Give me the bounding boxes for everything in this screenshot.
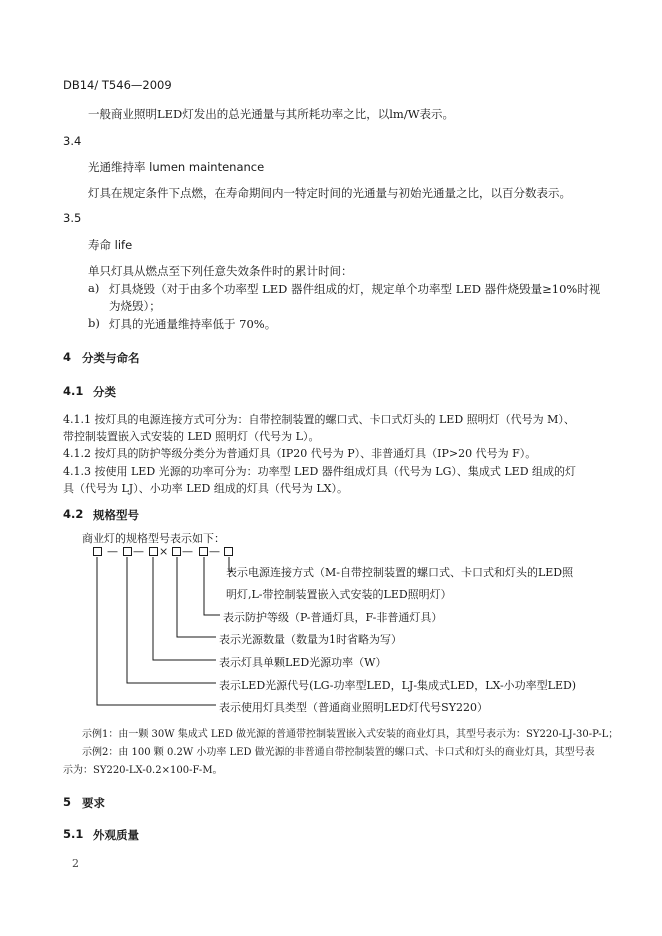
desc-power: 表示灯具单颗LED光源功率（W） [219, 656, 387, 669]
document-code: DB14/ T546—2009 [63, 78, 172, 92]
separator-dash: — [209, 545, 220, 558]
page-number: 2 [72, 857, 79, 870]
clause-4-1-3-line1: 4.1.3 按使用 LED 光源的功率可分为：功率型 LED 器件组成灯具（代号为 LG）、集成式 LED 组成的灯 [63, 465, 577, 478]
list-item-a-line1: 灯具烧毁（对于由多个功率型 LED 器件组成的灯，规定单个功率型 LED 器件烧毁量≥10%时视 [109, 282, 601, 296]
section-5-number: 5 [63, 795, 72, 809]
list-item-b: 灯具的光通量维持率低于 70%。 [109, 317, 277, 331]
example-1: 示例1：由一颗 30W 集成式 LED 做光源的普通带控制装置嵌入式安装的商业灯具，其型号表示为：SY220-LJ-30-P-L； [82, 729, 619, 740]
section-3-5-term: 寿命 life [88, 238, 133, 252]
desc-quantity: 表示光源数量（数量为1时省略为写） [219, 633, 402, 646]
section-4-number: 4 [63, 350, 72, 364]
intro-line: 一般商业照明LED灯发出的总光通量与其所耗功率之比，以lm/W表示。 [88, 107, 455, 121]
example-2-line1: 示例2：由 100 颗 0.2W 小功率 LED 做光源的非普通自带控制装置的螺口式、卡口式和灯头的商业灯具，其型号表 [82, 747, 595, 758]
example-2-line2: 示为：SY220-LX-0.2×100-F-M。 [63, 765, 223, 776]
section-4-2-number: 4.2 [63, 507, 84, 521]
list-item-a-label: a) [88, 281, 100, 295]
list-item-b-label: b) [88, 316, 100, 330]
clause-4-1-2: 4.1.2 按灯具的防护等级分类分为普通灯具（IP20 代号为 P）、非普通灯具（IP>20 代号为 F）。 [63, 447, 537, 460]
section-5-title: 要求 [82, 796, 105, 810]
list-item-a-line2: 为烧毁）； [109, 299, 161, 313]
section-5-1-title: 外观质量 [93, 828, 139, 842]
desc-protection: 表示防护等级（P-普通灯具，F-非普通灯具） [223, 611, 443, 624]
section-3-4-number: 3.4 [63, 134, 82, 148]
separator-dash: — [182, 545, 193, 558]
separator-dash: — [107, 545, 118, 558]
leader-line-protection [204, 557, 220, 615]
model-number-intro: 商业灯的规格型号表示如下： [82, 532, 225, 545]
section-4-1-number: 4.1 [63, 384, 84, 398]
section-3-4-definition: 灯具在规定条件下点燃，在寿命期间内一特定时间的光通量与初始光通量之比，以百分数表示。 [88, 186, 571, 200]
section-4-2-title: 规格型号 [93, 508, 139, 522]
desc-type: 表示使用灯具类型（普通商业照明LED灯代号SY220） [219, 701, 488, 714]
desc-connection-line1: 表示电源连接方式（M-自带控制装置的螺口式、卡口式和灯头的LED照 [226, 566, 574, 579]
separator-dash: — [133, 545, 144, 558]
separator-times: × [159, 545, 169, 558]
section-3-4-term: 光通维持率 lumen maintenance [88, 160, 265, 174]
leader-line-quantity [177, 557, 216, 637]
clause-4-1-1-line1: 4.1.1 按灯具的电源连接方式可分为：自带控制装置的螺口式、卡口式灯头的 LED 照明灯（代号为 M）、 [63, 413, 575, 426]
section-5-1-number: 5.1 [63, 827, 84, 841]
desc-connection-line2: 明灯,L-带控制装置嵌入式安装的LED照明灯） [226, 588, 452, 601]
section-4-title: 分类与命名 [82, 351, 140, 365]
section-3-5-definition: 单只灯具从燃点至下列任意失效条件时的累计时间： [88, 264, 353, 278]
leader-line-source-code [127, 557, 216, 683]
section-3-5-number: 3.5 [63, 211, 82, 225]
section-4-1-title: 分类 [93, 385, 116, 399]
clause-4-1-1-line2: 带控制装置嵌入式安装的 LED 照明灯（代号为 L）。 [63, 430, 320, 443]
leader-line-power [153, 557, 216, 660]
desc-source-code: 表示LED光源代号(LG-功率型LED，LJ-集成式LED，LX-小功率型LED) [219, 679, 577, 692]
clause-4-1-3-line2: 具（代号为 LJ）、小功率 LED 组成的灯具（代号为 LX）。 [63, 482, 348, 495]
